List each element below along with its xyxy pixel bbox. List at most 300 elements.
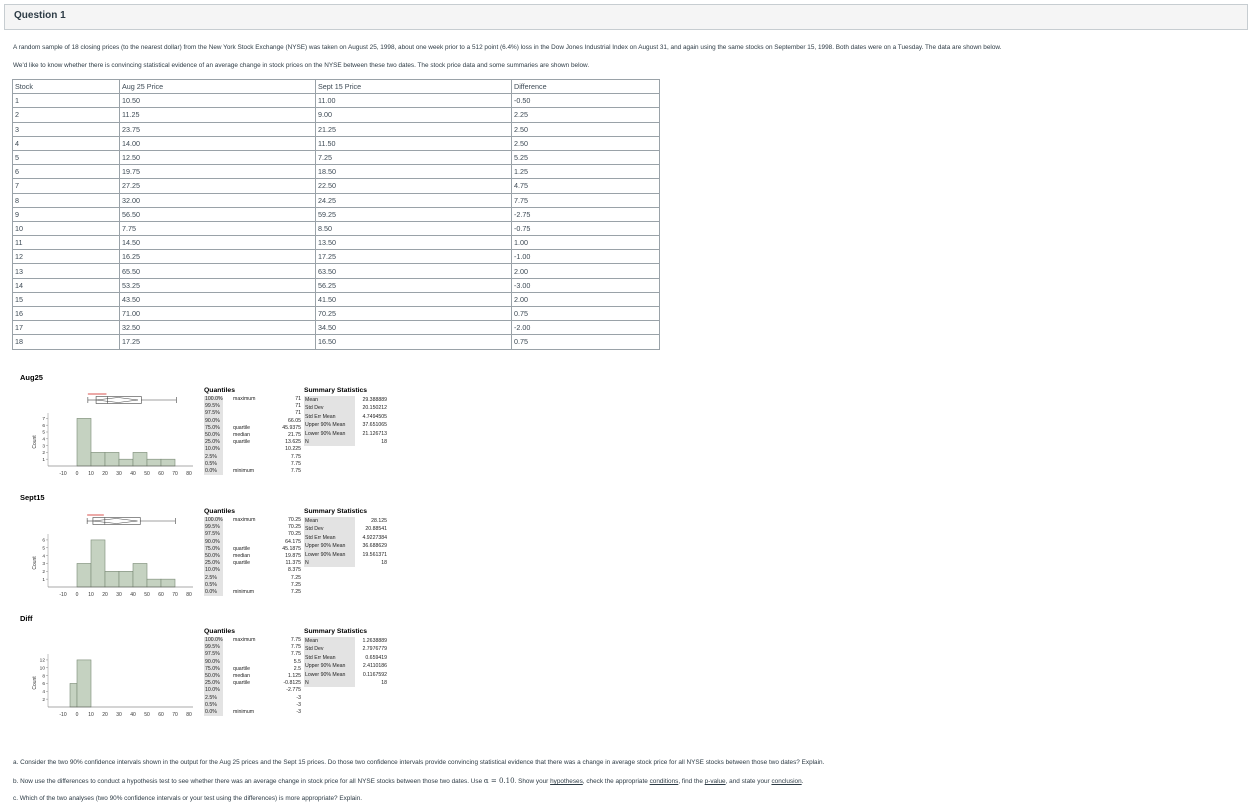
histogram-bar (147, 459, 161, 466)
table-row (13, 193, 660, 207)
cell-sept15: 59.25 (316, 207, 512, 221)
question-b-text-6: . (801, 778, 804, 785)
cell-sept15: 34.50 (316, 321, 512, 335)
quantile-row (204, 517, 301, 524)
summary-row (304, 679, 387, 687)
quantile-row (204, 439, 301, 446)
quantile-row (204, 567, 301, 574)
cell-sept15: 63.50 (316, 264, 512, 278)
quantile-label: quartile (233, 439, 251, 446)
quantile-row (204, 425, 301, 432)
quantile-row (204, 673, 301, 680)
summary-value: 4.7494505 (362, 413, 387, 420)
quantile-value: 21.75 (288, 431, 301, 438)
x-tick-label: -10 (59, 712, 67, 718)
table-row (13, 250, 660, 264)
summary-label: N (304, 679, 355, 687)
x-tick-label: 70 (172, 592, 178, 598)
quantile-row (204, 396, 301, 403)
quantile-value: 45.9375 (282, 424, 301, 431)
cell-aug25: 65.50 (120, 264, 316, 278)
quantile-percent: 99.5% (204, 524, 223, 531)
quantile-percent: 90.0% (204, 659, 223, 666)
histogram-bar (77, 418, 91, 466)
quantiles-title: Quantiles (204, 508, 235, 515)
quantile-percent: 100.0% (205, 396, 223, 402)
quantile-percent: 50.0% (204, 673, 223, 680)
summary-value: 0.1167592 (362, 671, 387, 678)
cell-aug25: 56.50 (120, 207, 316, 221)
boxplot-mean-diamond (96, 398, 138, 403)
summary-value: 0.659419 (365, 654, 387, 661)
quantile-value: 7.75 (290, 460, 301, 467)
cell-difference: 0.75 (512, 307, 660, 321)
table-row (13, 179, 660, 193)
summary-row (304, 671, 387, 679)
histogram-bar (105, 571, 119, 587)
quantile-row (204, 531, 301, 538)
quantile-value: -3 (296, 708, 301, 715)
quantile-label: minimum (233, 588, 255, 595)
question-c: c. Which of the two analyses (two 90% confidence intervals or your test using the differences) is more appropriate? Explain. (13, 795, 363, 802)
quantiles-title: Quantiles (204, 628, 235, 635)
summary-label: Upper 90% Mean (304, 662, 355, 670)
summary-row (304, 413, 387, 421)
histogram-bar (133, 563, 147, 587)
quantile-label: quartile (233, 560, 251, 567)
quantile-percent: 0.5% (204, 582, 223, 589)
table-row (13, 335, 660, 349)
histogram-bar (91, 452, 105, 466)
summary-label: Upper 90% Mean (304, 421, 355, 429)
quantile-row (204, 546, 301, 553)
histogram-bar (77, 660, 91, 707)
quantiles-table (204, 508, 301, 596)
summary-statistics-title: Summary Statistics (304, 628, 368, 635)
x-tick-label: 50 (144, 592, 150, 598)
table-row (13, 94, 660, 108)
summary-row (304, 654, 387, 662)
panel-sept15 (18, 502, 388, 617)
quantile-value: 8.375 (288, 567, 301, 574)
cell-aug25: 71.00 (120, 307, 316, 321)
quantile-value: 70.25 (288, 531, 301, 538)
quantile-row (204, 454, 301, 461)
quantile-label: median (233, 672, 251, 679)
cell-stock: 9 (13, 207, 120, 221)
x-tick-label: 60 (158, 592, 164, 598)
panel-label-aug25: Aug25 (20, 373, 43, 382)
quantile-percent: 75.0% (204, 546, 223, 553)
quantile-row (204, 589, 301, 596)
cell-difference: 5.25 (512, 150, 660, 164)
intro-paragraph-2: We'd like to know whether there is convincing statistical evidence of an average change in stock prices on the NYSE between these two dates. The stock price data and some summaries are shown below. (13, 62, 590, 69)
quantile-percent: 10.0% (204, 567, 223, 574)
y-tick-label: 4 (42, 554, 45, 560)
y-tick-label: 1 (42, 457, 45, 463)
quantile-percent: 100.0% (205, 517, 223, 523)
summary-label: Lower 90% Mean (304, 430, 355, 438)
cell-stock: 8 (13, 193, 120, 207)
summary-value: 29.388889 (362, 397, 387, 403)
table-row (13, 136, 660, 150)
cell-stock: 2 (13, 108, 120, 122)
histogram-chart (18, 502, 204, 617)
quantile-row (204, 418, 301, 425)
cell-stock: 18 (13, 335, 120, 349)
quantile-value: 1.125 (288, 672, 301, 679)
cell-sept15: 16.50 (316, 335, 512, 349)
y-tick-label: 5 (42, 430, 45, 436)
summary-row (304, 438, 387, 446)
quantile-row (204, 553, 301, 560)
summary-label: N (304, 559, 355, 567)
summary-label: Std Dev (304, 525, 355, 533)
y-tick-label: 5 (42, 546, 45, 552)
col-header-stock: Stock (13, 80, 120, 94)
x-tick-label: 20 (102, 712, 108, 718)
y-tick-label: 2 (42, 697, 45, 703)
quantile-value: 71 (295, 403, 301, 410)
cell-stock: 14 (13, 278, 120, 292)
y-axis-label: Count (32, 676, 38, 690)
cell-aug25: 12.50 (120, 150, 316, 164)
quantile-row (204, 582, 301, 589)
quantile-value: 64.175 (285, 538, 301, 545)
x-tick-label: 30 (116, 592, 122, 598)
y-tick-label: 6 (42, 538, 45, 544)
quantile-row (204, 666, 301, 673)
cell-stock: 16 (13, 307, 120, 321)
quantile-value: 7.75 (290, 637, 301, 643)
quantile-value: -3 (296, 694, 301, 701)
summary-value: 18 (381, 679, 387, 686)
x-tick-label: 0 (75, 592, 79, 598)
summary-statistics-table (304, 628, 387, 687)
cell-difference: -3.00 (512, 278, 660, 292)
cell-sept15: 21.25 (316, 122, 512, 136)
panel-aug25 (18, 381, 388, 496)
cell-stock: 15 (13, 292, 120, 306)
cell-difference: 2.50 (512, 136, 660, 150)
question-b-text-2: . Show your (514, 778, 551, 785)
quantile-percent: 2.5% (204, 695, 223, 702)
histogram-bar (105, 452, 119, 466)
histogram-bar (91, 540, 105, 587)
summary-label: Std Dev (304, 404, 355, 412)
summary-label: Std Dev (304, 645, 355, 653)
quantile-percent: 97.5% (204, 531, 223, 538)
x-tick-label: 40 (130, 592, 136, 598)
summary-row (304, 645, 387, 653)
x-tick-label: 30 (116, 471, 122, 477)
quantile-value: 5.5 (293, 658, 301, 665)
quantiles-table (204, 628, 301, 716)
histogram-bar (119, 459, 133, 466)
x-tick-label: 20 (102, 592, 108, 598)
summary-label: Std Err Mean (304, 413, 355, 421)
histogram-bar (77, 563, 91, 587)
cell-aug25: 14.00 (120, 136, 316, 150)
cell-aug25: 32.50 (120, 321, 316, 335)
summary-statistics-title: Summary Statistics (304, 508, 368, 515)
quantile-value: 11.375 (285, 560, 301, 567)
summary-row (304, 542, 387, 550)
quantile-value: 7.25 (290, 574, 301, 581)
conclusion-link[interactable]: conclusion (771, 778, 802, 785)
cell-stock: 1 (13, 94, 120, 108)
quantile-percent: 75.0% (204, 666, 223, 673)
cell-aug25: 17.25 (120, 335, 316, 349)
summary-value: 28.125 (371, 518, 387, 524)
summary-row (304, 517, 387, 525)
quantile-label: quartile (233, 665, 251, 672)
quantile-value: 7.75 (290, 453, 301, 460)
cell-sept15: 56.25 (316, 278, 512, 292)
quantiles-table (204, 387, 301, 475)
cell-aug25: 32.00 (120, 193, 316, 207)
stock-data-table (12, 79, 660, 350)
summary-value: 19.561371 (362, 551, 387, 558)
quantile-percent: 50.0% (204, 432, 223, 439)
alpha-value: α = 0.10 (483, 777, 515, 785)
summary-row (304, 559, 387, 567)
y-axis-label: Count (32, 435, 38, 449)
quantile-value: 13.625 (285, 439, 301, 446)
cell-stock: 3 (13, 122, 120, 136)
x-tick-label: 80 (186, 471, 192, 477)
summary-value: 2.7976779 (362, 646, 387, 653)
summary-statistics-table (304, 508, 387, 567)
cell-stock: 11 (13, 236, 120, 250)
x-tick-label: 60 (158, 471, 164, 477)
panel-label-diff: Diff (20, 614, 33, 623)
cell-sept15: 41.50 (316, 292, 512, 306)
quantile-percent: 0.5% (204, 461, 223, 468)
cell-difference: 2.50 (512, 122, 660, 136)
hypotheses-link[interactable]: hypotheses (550, 778, 583, 785)
quantile-row (204, 461, 301, 468)
y-tick-label: 7 (42, 417, 45, 423)
table-row (13, 221, 660, 235)
y-tick-label: 12 (39, 658, 45, 664)
quantile-row (204, 659, 301, 666)
y-tick-label: 1 (42, 577, 45, 583)
histogram-bar (161, 459, 175, 466)
quantile-value: -3 (296, 701, 301, 708)
histogram-chart (18, 381, 204, 496)
summary-row (304, 404, 387, 412)
quantile-percent: 99.5% (204, 644, 223, 651)
table-row (13, 264, 660, 278)
quantile-value: 10.225 (285, 446, 301, 453)
y-tick-label: 4 (42, 437, 45, 443)
quantile-row (204, 709, 301, 716)
summary-value: 4.9227384 (362, 534, 387, 541)
cell-aug25: 10.50 (120, 94, 316, 108)
cell-sept15: 18.50 (316, 165, 512, 179)
cell-difference: 4.75 (512, 179, 660, 193)
quantile-label: maximum (233, 396, 256, 402)
quantile-percent: 90.0% (204, 539, 223, 546)
cell-difference: -0.50 (512, 94, 660, 108)
histogram-bar (133, 452, 147, 466)
boxplot-mean-diamond (93, 519, 138, 524)
quantile-value: 70.25 (288, 517, 301, 523)
summary-label: Upper 90% Mean (304, 542, 355, 550)
quantile-percent: 2.5% (204, 454, 223, 461)
cell-stock: 4 (13, 136, 120, 150)
summary-value: 36.688629 (362, 543, 387, 550)
quantile-percent: 0.0% (204, 468, 223, 475)
cell-aug25: 27.25 (120, 179, 316, 193)
summary-value: 2.4110186 (362, 663, 387, 670)
summary-value: 20.150212 (362, 405, 387, 412)
quantile-value: 2.5 (293, 665, 301, 672)
quantile-row (204, 432, 301, 439)
table-row (13, 307, 660, 321)
cell-difference: 2.25 (512, 108, 660, 122)
quantile-value: 7.75 (290, 651, 301, 658)
table-row (13, 236, 660, 250)
table-row (13, 150, 660, 164)
cell-stock: 12 (13, 250, 120, 264)
quantile-value: 71 (295, 410, 301, 417)
table-row (13, 292, 660, 306)
histogram-chart (18, 622, 204, 737)
cell-stock: 7 (13, 179, 120, 193)
quantile-label: minimum (233, 708, 255, 715)
summary-row (304, 551, 387, 559)
col-header-difference: Difference (512, 80, 660, 94)
table-row (13, 165, 660, 179)
cell-difference: 2.00 (512, 292, 660, 306)
cell-aug25: 7.75 (120, 221, 316, 235)
quantile-percent: 0.5% (204, 702, 223, 709)
cell-aug25: 14.50 (120, 236, 316, 250)
summary-value: 20.88541 (365, 526, 387, 533)
x-tick-label: 80 (186, 712, 192, 718)
quantile-percent: 99.5% (204, 403, 223, 410)
histogram-bar (119, 571, 133, 587)
quantile-label: maximum (233, 637, 256, 643)
summary-row (304, 430, 387, 438)
cell-sept15: 9.00 (316, 108, 512, 122)
table-row (13, 122, 660, 136)
quantile-row (204, 468, 301, 475)
table-header-row (13, 80, 660, 94)
x-tick-label: 40 (130, 471, 136, 477)
cell-difference: 2.00 (512, 264, 660, 278)
quantile-row (204, 637, 301, 644)
histogram-bar (70, 683, 77, 707)
cell-difference: -1.00 (512, 250, 660, 264)
summary-label: N (304, 438, 355, 446)
summary-statistics-table (304, 387, 387, 446)
cell-difference: 1.25 (512, 165, 660, 179)
cell-difference: 1.00 (512, 236, 660, 250)
x-tick-label: 70 (172, 471, 178, 477)
quantile-row (204, 410, 301, 417)
quantile-value: 7.25 (290, 581, 301, 588)
quantile-row (204, 403, 301, 410)
cell-aug25: 11.25 (120, 108, 316, 122)
question-b-text-4: , find the (678, 778, 705, 785)
cell-aug25: 23.75 (120, 122, 316, 136)
x-tick-label: 0 (75, 712, 79, 718)
summary-label: Lower 90% Mean (304, 551, 355, 559)
quantile-percent: 50.0% (204, 553, 223, 560)
quantile-percent: 25.0% (204, 680, 223, 687)
y-tick-label: 10 (39, 666, 45, 672)
quantile-row (204, 446, 301, 453)
table-row (13, 321, 660, 335)
quantile-label: quartile (233, 680, 251, 687)
quantile-value: 70.25 (288, 524, 301, 531)
summary-label: Std Err Mean (304, 534, 355, 542)
quantile-label: maximum (233, 517, 256, 523)
cell-sept15: 17.25 (316, 250, 512, 264)
cell-difference: -0.75 (512, 221, 660, 235)
p-value-link[interactable]: p-value (704, 778, 726, 785)
summary-label: Mean (304, 517, 355, 525)
x-tick-label: 20 (102, 471, 108, 477)
summary-label: Mean (304, 637, 355, 645)
histogram-bar (147, 579, 161, 587)
summary-row (304, 525, 387, 533)
summary-label: Std Err Mean (304, 654, 355, 662)
cell-stock: 13 (13, 264, 120, 278)
quantile-label: quartile (233, 545, 251, 552)
question-b (13, 777, 803, 785)
y-tick-label: 8 (42, 674, 45, 680)
summary-row (304, 662, 387, 670)
y-tick-label: 2 (42, 570, 45, 576)
quantile-value: 19.875 (285, 552, 301, 559)
quantile-row (204, 687, 301, 694)
cell-sept15: 70.25 (316, 307, 512, 321)
x-tick-label: 40 (130, 712, 136, 718)
quantile-percent: 90.0% (204, 418, 223, 425)
intro-paragraph-1: A random sample of 18 closing prices (to the nearest dollar) from the New York Stock Exchange (NYSE) was taken on August 25, 1998, about one week prior to a 512 point (6.4%) loss in the Dow Jones Industrial Index on August 31, and again using the same stocks on September 15, 1998. Both dates were on a Tuesday. The data are shown below. (13, 44, 1002, 51)
y-tick-label: 6 (42, 682, 45, 688)
x-tick-label: 60 (158, 712, 164, 718)
y-tick-label: 3 (42, 562, 45, 568)
x-tick-label: 0 (75, 471, 79, 477)
y-tick-label: 2 (42, 451, 45, 457)
question-b-text-3: , check the appropriate (582, 778, 650, 785)
y-axis-label: Count (32, 556, 38, 570)
quantile-value: -0.8125 (283, 680, 301, 687)
quantile-value: 45.1875 (282, 545, 301, 552)
quantile-value: 7.25 (290, 588, 301, 595)
quantile-row (204, 702, 301, 709)
conditions-link[interactable]: conditions (649, 778, 679, 785)
quantile-row (204, 680, 301, 687)
summary-value: 18 (381, 438, 387, 445)
cell-sept15: 7.25 (316, 150, 512, 164)
summary-row (304, 534, 387, 542)
summary-label: Mean (304, 396, 355, 404)
quantile-percent: 10.0% (204, 446, 223, 453)
y-tick-label: 3 (42, 444, 45, 450)
cell-sept15: 24.25 (316, 193, 512, 207)
question-b-text-1: b. Now use the differences to conduct a hypothesis test to see whether there was an average change in stock price for all NYSE stocks between those two dates. Use (13, 778, 484, 785)
quantile-label: quartile (233, 424, 251, 431)
quantile-percent: 10.0% (204, 687, 223, 694)
summary-row (304, 637, 387, 645)
cell-sept15: 13.50 (316, 236, 512, 250)
